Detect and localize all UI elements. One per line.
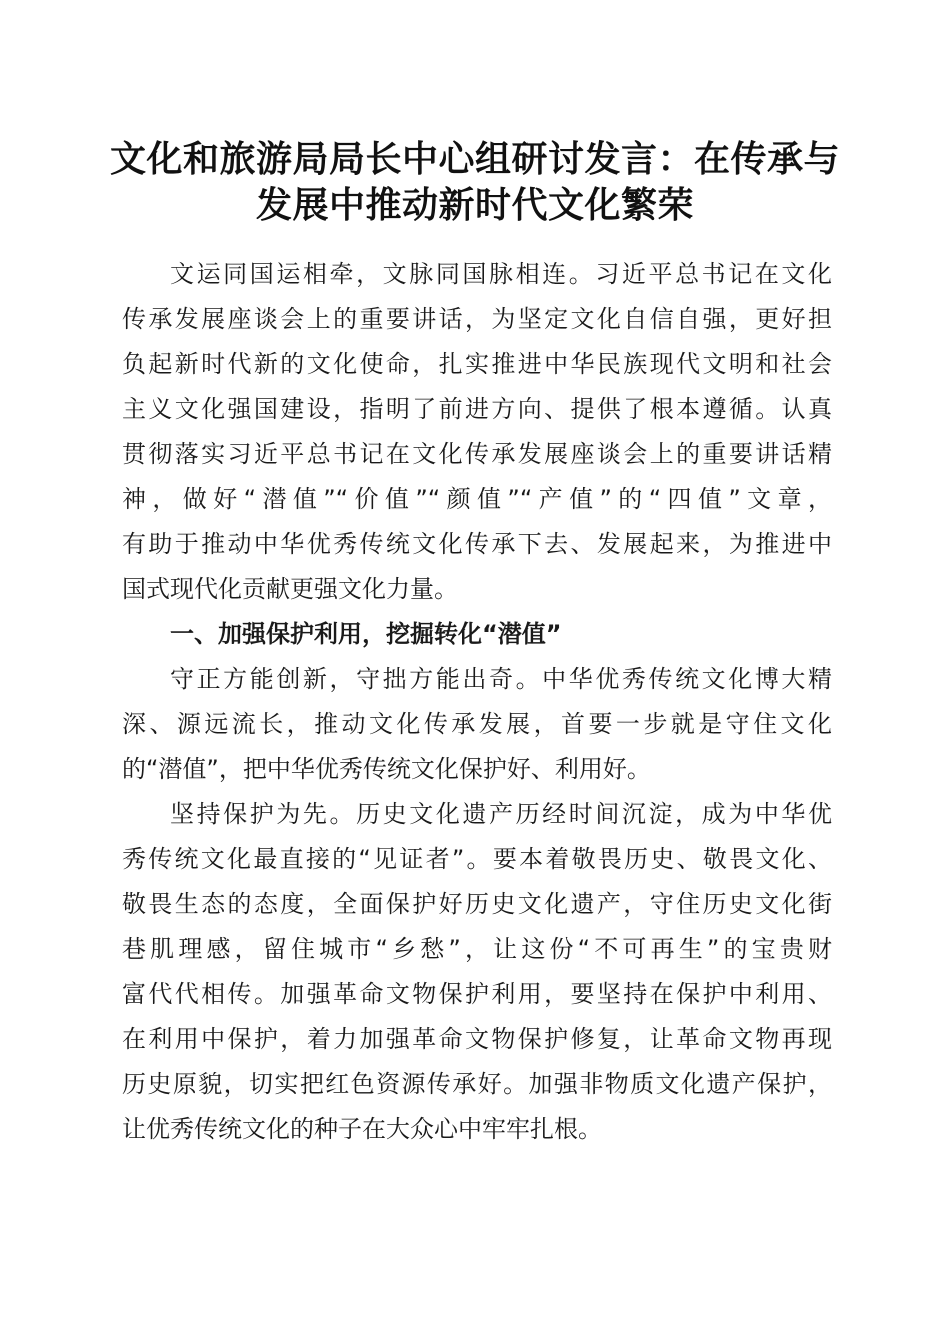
paragraph-line: 秀传统文化最直接的“见证者”。要本着敬畏历史、敬畏文化、 xyxy=(122,845,832,873)
paragraph-line: 巷肌理感，留住城市“乡愁”，让这份“不可再生”的宝贵财 xyxy=(122,935,832,963)
paragraph-line: 守正方能创新，守拙方能出奇。中华优秀传统文化博大精 xyxy=(170,665,832,693)
section-heading-text: 一、加强保护利用，挖掘转化“潜值” xyxy=(170,620,562,648)
paragraph-line: 贯彻落实习近平总书记在文化传承发展座谈会上的重要讲话精 xyxy=(122,440,832,468)
paragraph-line: 国式现代化贡献更强文化力量。 xyxy=(122,575,458,603)
intro-paragraph xyxy=(122,252,832,612)
paragraph-line: 神，做好“潜值”“价值”“颜值”“产值”的“四值”文章， xyxy=(122,485,832,513)
paragraph-line: 负起新时代新的文化使命，扎实推进中华民族现代文明和社会 xyxy=(122,350,832,378)
paragraph-line: 有助于推动中华优秀传统文化传承下去、发展起来，为推进中 xyxy=(122,530,832,558)
paragraph-line: 让优秀传统文化的种子在大众心中牢牢扎根。 xyxy=(122,1115,602,1143)
paragraph-line: 的“潜值”，把中华优秀传统文化保护好、利用好。 xyxy=(122,755,651,783)
paragraph-line: 在利用中保护，着力加强革命文物保护修复，让革命文物再现 xyxy=(122,1025,832,1053)
title-line: 发展中推动新时代文化繁荣 xyxy=(255,184,694,226)
paragraph-line: 深、源远流长，推动文化传承发展，首要一步就是守住文化 xyxy=(122,710,832,738)
paragraph-line: 坚持保护为先。历史文化遗产历经时间沉淀，成为中华优 xyxy=(170,800,832,828)
document-body xyxy=(122,252,832,1152)
paragraph-line: 主义文化强国建设，指明了前进方向、提供了根本遵循。认真 xyxy=(122,395,832,423)
paragraph-line: 文运同国运相牵，文脉同国脉相连。习近平总书记在文化 xyxy=(170,260,832,288)
document-title xyxy=(100,136,850,228)
section-paragraph xyxy=(122,657,832,792)
paragraph-line: 富代代相传。加强革命文物保护利用，要坚持在保护中利用、 xyxy=(122,980,832,1008)
section-heading xyxy=(122,612,832,657)
title-line: 文化和旅游局局长中心组研讨发言：在传承与 xyxy=(109,138,840,180)
paragraph-line: 敬畏生态的态度，全面保护好历史文化遗产，守住历史文化街 xyxy=(122,890,832,918)
paragraph-line: 传承发展座谈会上的重要讲话，为坚定文化自信自强，更好担 xyxy=(122,305,832,333)
paragraph-line: 历史原貌，切实把红色资源传承好。加强非物质文化遗产保护， xyxy=(122,1070,832,1098)
section-paragraph xyxy=(122,792,832,1152)
